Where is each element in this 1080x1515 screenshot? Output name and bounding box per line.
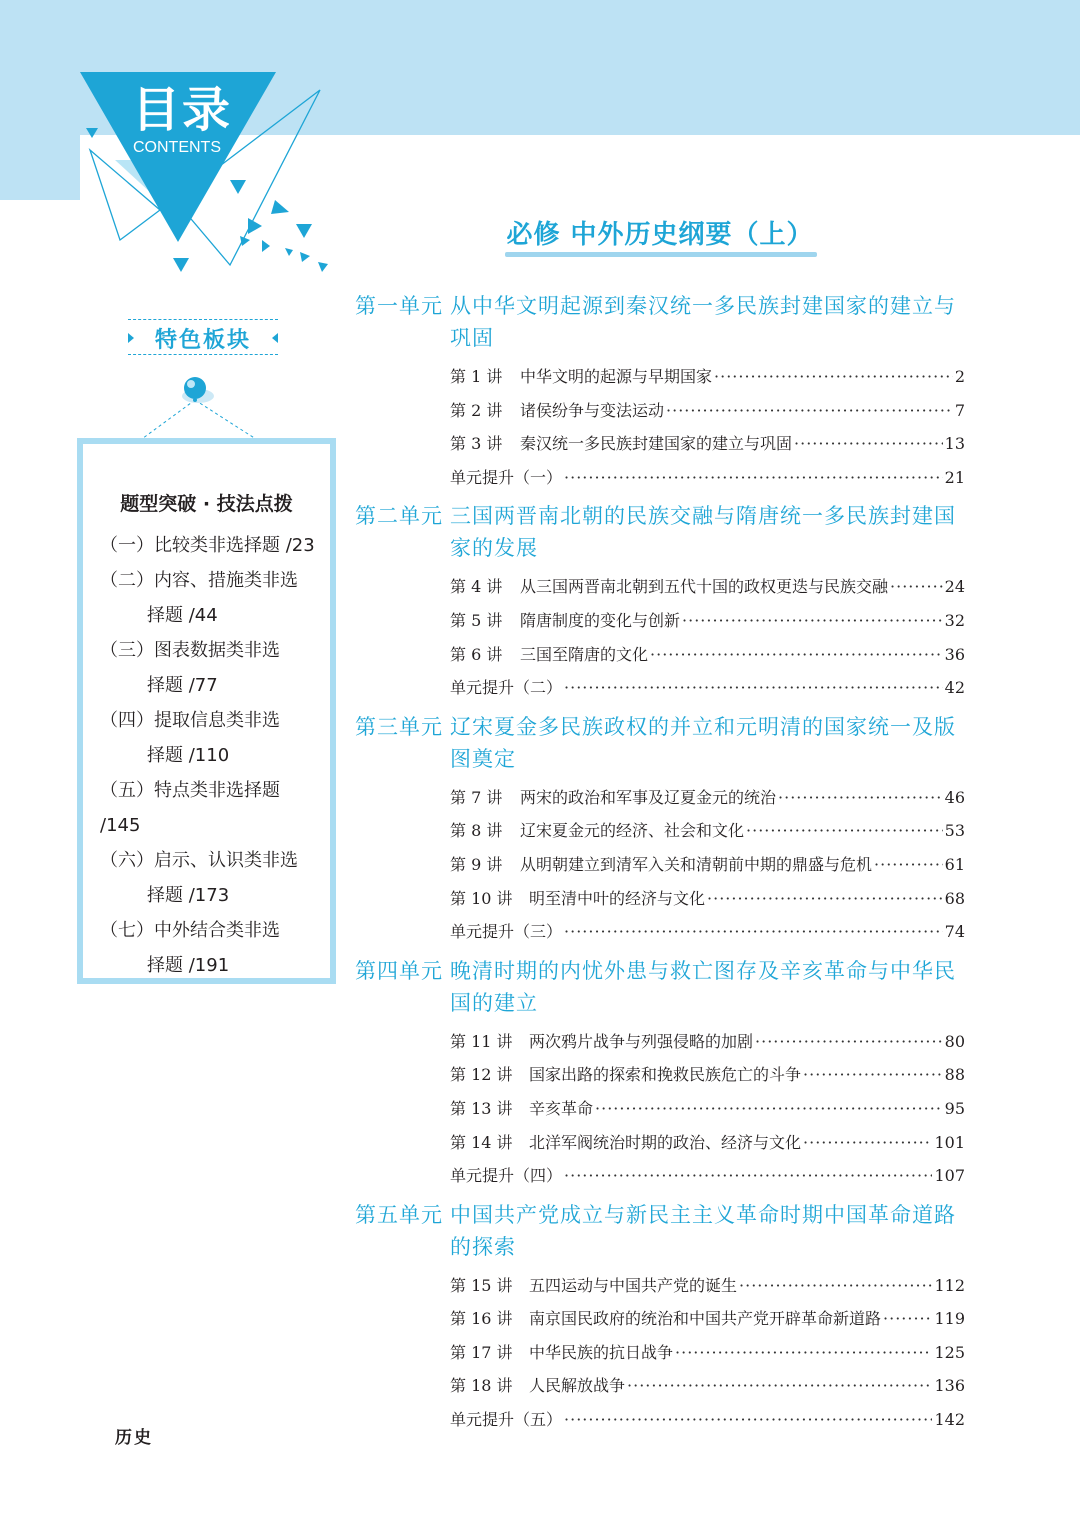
feature-item-number: （七） xyxy=(100,920,154,941)
feature-item-text: 择题 /173 xyxy=(147,885,230,906)
toc-entry[interactable] xyxy=(450,1373,965,1407)
dot-leader xyxy=(682,611,943,630)
lesson-title: 三国至隋唐的文化 xyxy=(520,644,649,664)
toc-unit xyxy=(355,955,965,1197)
lesson-list xyxy=(355,1273,965,1441)
page-number: 46 xyxy=(944,787,965,807)
dot-leader xyxy=(778,788,943,807)
feature-item-text: 提取信息类非选 xyxy=(154,710,280,731)
unit-heading[interactable] xyxy=(355,500,965,564)
dot-leader xyxy=(874,855,943,874)
feature-item xyxy=(100,633,320,703)
toc-unit xyxy=(355,500,965,708)
lesson-number: 第 5 讲 xyxy=(450,610,503,630)
feature-item-text: 内容、措施类非选 xyxy=(154,570,298,591)
toc-entry[interactable] xyxy=(450,852,965,886)
lesson-number: 第 11 讲 xyxy=(450,1031,513,1051)
dot-leader xyxy=(803,1133,932,1152)
lesson-title: 单元提升（五） xyxy=(450,1410,563,1430)
lesson-list xyxy=(355,1029,965,1197)
toc-entry[interactable] xyxy=(450,1096,965,1130)
lesson-number: 第 13 讲 xyxy=(450,1098,513,1118)
lesson-number: 第 18 讲 xyxy=(450,1376,513,1396)
page-number: 7 xyxy=(954,400,965,420)
feature-item xyxy=(100,843,320,913)
unit-title: 从中华文明起源到秦汉统一多民族封建国家的建立与巩固 xyxy=(450,294,956,350)
lesson-number: 第 4 讲 xyxy=(450,577,503,597)
page-number: 119 xyxy=(934,1309,965,1329)
toc-entry[interactable] xyxy=(450,785,965,819)
dot-leader xyxy=(564,468,943,487)
dot-leader xyxy=(666,401,953,420)
lesson-title: 秦汉统一多民族封建国家的建立与巩固 xyxy=(520,434,793,454)
dot-leader xyxy=(595,1099,943,1118)
page-number: 68 xyxy=(944,888,965,908)
toc-entry[interactable] xyxy=(450,398,965,432)
lesson-title: 隋唐制度的变化与创新 xyxy=(520,610,681,630)
lesson-number: 第 7 讲 xyxy=(450,787,503,807)
page-number: 125 xyxy=(934,1342,965,1362)
toc-entry[interactable] xyxy=(450,608,965,642)
feature-item-number: （六） xyxy=(100,850,154,871)
lesson-number: 第 14 讲 xyxy=(450,1132,513,1152)
sidebar-heading xyxy=(128,319,278,355)
page-number: 36 xyxy=(944,644,965,664)
lesson-list xyxy=(355,574,965,708)
toc-entry[interactable] xyxy=(450,818,965,852)
toc-unit xyxy=(355,1199,965,1441)
feature-item-text: 择题 /110 xyxy=(147,745,230,766)
feature-list xyxy=(100,528,320,983)
unit-heading[interactable] xyxy=(355,711,965,775)
feature-item-number: （一） xyxy=(100,535,154,556)
lesson-title: 从明朝建立到清军入关和清朝前中期的鼎盛与危机 xyxy=(520,854,873,874)
toc-entry[interactable] xyxy=(450,1130,965,1164)
page-number: 74 xyxy=(944,922,965,942)
lesson-title: 辛亥革命 xyxy=(529,1098,594,1118)
toc-unit xyxy=(355,711,965,953)
lesson-title: 南京国民政府的统治和中国共产党开辟革命新道路 xyxy=(529,1309,882,1329)
page-title: 目录 xyxy=(131,82,232,138)
sidebar-heading-label: 特色板块 xyxy=(154,328,251,353)
page-subtitle: CONTENTS xyxy=(133,139,221,156)
feature-item-text: 启示、认识类非选 xyxy=(154,850,298,871)
page-number: 112 xyxy=(934,1275,965,1295)
toc-entry[interactable] xyxy=(450,1306,965,1340)
lesson-title: 单元提升（三） xyxy=(450,922,563,942)
lesson-title: 从三国两晋南北朝到五代十国的政权更迭与民族交融 xyxy=(520,577,889,597)
lesson-title: 两宋的政治和军事及辽夏金元的统治 xyxy=(520,787,777,807)
dot-leader xyxy=(755,1032,943,1051)
feature-item xyxy=(100,773,320,843)
dot-leader xyxy=(707,889,943,908)
book-title-underline xyxy=(505,252,817,257)
lesson-title: 北洋军阀统治时期的政治、经济与文化 xyxy=(529,1132,802,1152)
dot-leader xyxy=(890,577,943,596)
feature-box-title: 题型突破 · 技法点拨 xyxy=(120,493,293,515)
unit-label: 第一单元 xyxy=(355,294,443,318)
book-title: 必修 中外历史纲要（上） xyxy=(506,220,814,250)
lesson-title: 中华民族的抗日战争 xyxy=(529,1342,674,1362)
dot-leader xyxy=(564,678,943,697)
lesson-title: 辽宋夏金元的经济、社会和文化 xyxy=(520,821,745,841)
unit-label: 第四单元 xyxy=(355,958,443,983)
feature-item-text: 中外结合类非选 xyxy=(154,920,280,941)
feature-item-number: （二） xyxy=(100,570,154,591)
lesson-list xyxy=(355,785,965,953)
footer-subject: 历史 xyxy=(115,1428,153,1448)
toc-entry[interactable] xyxy=(450,1062,965,1096)
dot-leader xyxy=(883,1309,932,1328)
page-number: 32 xyxy=(944,610,965,630)
unit-heading[interactable] xyxy=(355,290,965,354)
page-number: 95 xyxy=(944,1098,965,1118)
page-number: 24 xyxy=(944,577,965,597)
lesson-number: 第 9 讲 xyxy=(450,854,503,874)
feature-item-number: （四） xyxy=(100,710,154,731)
lesson-title: 人民解放战争 xyxy=(529,1376,626,1396)
toc-unit xyxy=(355,290,965,498)
lesson-title: 单元提升（一） xyxy=(450,467,563,487)
table-of-contents xyxy=(355,290,965,1443)
page-number: 42 xyxy=(944,678,965,698)
feature-item-text: 比较类非选择题 /23 xyxy=(154,535,315,556)
lesson-title: 单元提升（二） xyxy=(450,678,563,698)
toc-entry[interactable] xyxy=(450,1407,965,1441)
feature-item-number: （三） xyxy=(100,640,154,661)
toc-entry[interactable] xyxy=(450,675,965,709)
page-number: 136 xyxy=(934,1376,965,1396)
lesson-number: 第 12 讲 xyxy=(450,1065,513,1085)
lesson-number: 第 3 讲 xyxy=(450,434,503,454)
dot-leader xyxy=(714,367,953,386)
page-number: 53 xyxy=(944,821,965,841)
unit-title: 辽宋夏金多民族政权的并立和元明清的国家统一及版图奠定 xyxy=(450,714,956,771)
unit-title: 三国两晋南北朝的民族交融与隋唐统一多民族封建国家的发展 xyxy=(450,504,956,561)
lesson-number: 第 16 讲 xyxy=(450,1309,513,1329)
feature-item xyxy=(100,913,320,983)
lesson-title: 单元提升（四） xyxy=(450,1166,563,1186)
page-number: 2 xyxy=(954,367,965,386)
lesson-number: 第 2 讲 xyxy=(450,400,503,420)
page-number: 88 xyxy=(944,1065,965,1085)
unit-label: 第五单元 xyxy=(355,1202,443,1227)
unit-heading[interactable] xyxy=(355,1199,965,1263)
dot-leader xyxy=(739,1276,932,1295)
page-number: 107 xyxy=(934,1166,965,1186)
feature-box xyxy=(77,438,336,984)
feature-item xyxy=(100,563,320,633)
lesson-title: 国家出路的探索和挽救民族危亡的斗争 xyxy=(529,1065,802,1085)
toc-entry[interactable] xyxy=(450,919,965,953)
lesson-number: 第 1 讲 xyxy=(450,367,503,386)
page-number: 80 xyxy=(944,1031,965,1051)
toc-entry[interactable] xyxy=(450,642,965,676)
lesson-number: 第 6 讲 xyxy=(450,644,503,664)
dot-leader xyxy=(564,1166,932,1185)
toc-entry[interactable] xyxy=(450,886,965,920)
triangle-left-icon xyxy=(272,333,278,343)
lesson-title: 五四运动与中国共产党的诞生 xyxy=(529,1275,738,1295)
page-number: 21 xyxy=(944,467,965,487)
lesson-title: 中华文明的起源与早期国家 xyxy=(520,367,713,386)
page-number: 61 xyxy=(944,854,965,874)
page-number: 142 xyxy=(934,1410,965,1430)
dot-leader xyxy=(803,1065,943,1084)
toc-entry[interactable] xyxy=(450,574,965,608)
unit-title: 中国共产党成立与新民主主义革命时期中国革命道路的探索 xyxy=(450,1202,956,1259)
feature-item xyxy=(100,528,320,563)
dot-leader xyxy=(627,1376,932,1395)
unit-label: 第二单元 xyxy=(355,504,443,529)
toc-entry[interactable] xyxy=(450,1029,965,1063)
toc-entry[interactable] xyxy=(450,431,965,465)
lesson-list xyxy=(355,364,965,498)
page-number: 101 xyxy=(934,1132,965,1152)
lesson-title: 诸侯纷争与变法运动 xyxy=(520,400,665,420)
lesson-number: 第 17 讲 xyxy=(450,1342,513,1362)
feature-item xyxy=(100,703,320,773)
feature-item-text: 择题 /77 xyxy=(147,675,218,696)
toc-entry[interactable] xyxy=(450,364,965,398)
unit-title: 晚清时期的内忧外患与救亡图存及辛亥革命与中华民国的建立 xyxy=(450,958,956,1015)
dot-leader xyxy=(564,1410,932,1429)
lesson-title: 明至清中叶的经济与文化 xyxy=(529,888,706,908)
toc-entry[interactable] xyxy=(450,1163,965,1197)
dot-leader xyxy=(564,922,943,941)
unit-heading[interactable] xyxy=(355,955,965,1019)
lesson-number: 第 15 讲 xyxy=(450,1275,513,1295)
toc-entry[interactable] xyxy=(450,1340,965,1374)
dot-leader xyxy=(794,434,943,453)
page-number: 13 xyxy=(944,434,965,454)
toc-entry[interactable] xyxy=(450,1273,965,1307)
feature-item-text: 特点类非选择题 /145 xyxy=(100,780,280,836)
lesson-number: 第 10 讲 xyxy=(450,888,513,908)
dot-leader xyxy=(675,1343,932,1362)
dot-leader xyxy=(650,645,943,664)
dot-leader xyxy=(746,821,943,840)
feature-item-text: 择题 /44 xyxy=(147,605,218,626)
unit-label: 第三单元 xyxy=(355,714,443,739)
lesson-number: 第 8 讲 xyxy=(450,821,503,841)
feature-item-text: 择题 /191 xyxy=(147,955,230,976)
lesson-title: 两次鸦片战争与列强侵略的加剧 xyxy=(529,1031,754,1051)
toc-entry[interactable] xyxy=(450,465,965,499)
feature-item-number: （五） xyxy=(100,780,154,801)
feature-item-text: 图表数据类非选 xyxy=(154,640,280,661)
